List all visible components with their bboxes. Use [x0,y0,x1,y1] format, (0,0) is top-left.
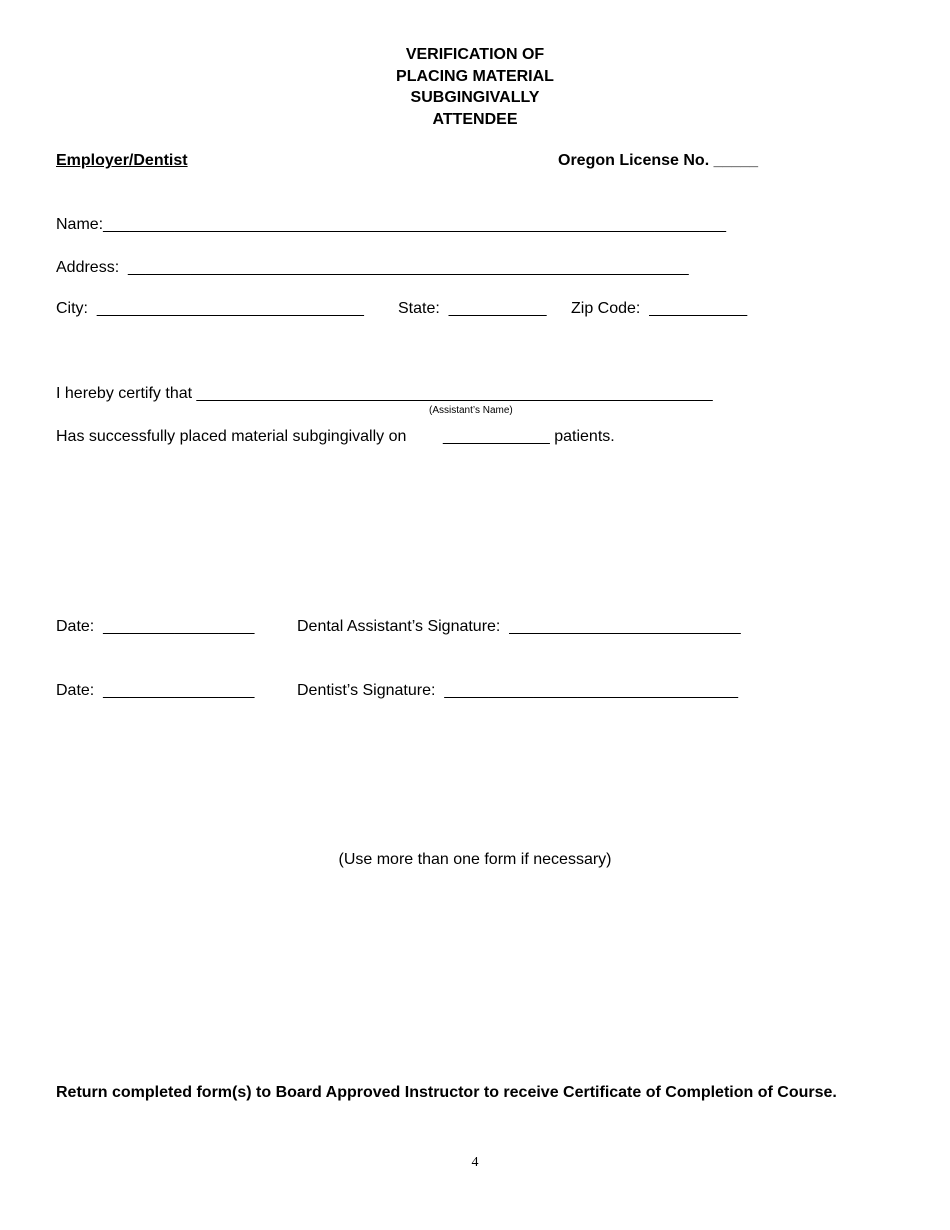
assistant-name-field[interactable]: I hereby certify that __________________________________________________________ [56,385,713,402]
patients-count-field[interactable]: ____________ patients. [443,428,615,445]
address-field[interactable]: Address: _______________________________________________________________ [56,259,689,276]
zip-code-field[interactable]: Zip Code: ___________ [571,300,748,317]
multiple-forms-note: (Use more than one form if necessary) [338,851,612,868]
title-line-3: SUBGINGIVALLY [410,89,540,106]
title-line-4: ATTENDEE [432,110,518,128]
return-instructions: Return completed form(s) to Board Approved Instructor to receive Certificate of Completion of Course. [56,1084,837,1101]
dentist-date-field[interactable]: Date: _________________ [56,682,255,699]
page-number: 4 [471,1155,479,1170]
assistant-signature-field[interactable]: Dental Assistant’s Signature: __________________________ [297,618,741,635]
title-line-1: VERIFICATION OF [405,46,545,63]
name-field[interactable]: Name:______________________________________________________________________ [56,216,727,233]
title-line-2: PLACING MATERIAL [396,67,554,85]
employer-dentist-heading: Employer/Dentist [56,152,188,169]
state-field[interactable]: State: ___________ [398,300,547,317]
assistant-date-field[interactable]: Date: _________________ [56,618,255,635]
form-title [0,44,950,130]
city-field[interactable]: City: ______________________________ [56,300,364,317]
dentist-signature-field[interactable]: Dentist’s Signature: _________________________________ [297,682,738,699]
oregon-license-field[interactable]: Oregon License No. _____ [558,152,759,169]
patients-statement: Has successfully placed material subgingivally on [56,428,407,445]
assistant-name-caption: (Assistant’s Name) [429,405,513,416]
